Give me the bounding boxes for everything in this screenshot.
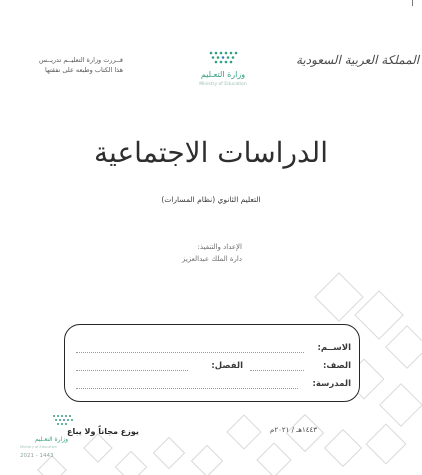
kingdom-logo: المملكة العربية السعودية (296, 53, 420, 67)
ministry-dots-icon (208, 50, 238, 64)
free-distribution-note: يوزع مجاناً ولا يباع (67, 427, 139, 436)
ministry-name-ar: وزارة التعـليم (200, 70, 246, 79)
ministry-logo (183, 50, 263, 92)
approval-line-2: هذا الكتاب وطبعه على نفقتها (44, 66, 123, 74)
school-label: المدرسة: (312, 379, 351, 389)
school-field[interactable] (76, 388, 298, 389)
ministry-name-en: Ministry of Education (199, 82, 247, 87)
class-field[interactable] (76, 370, 188, 371)
approval-line-1: قــررت وزارة التعليــم تدريــس (39, 56, 123, 64)
preparation-value: دارة الملك عبدالعزيز (182, 255, 242, 263)
footer-ministry-logo (14, 414, 84, 464)
grade-field[interactable] (250, 370, 304, 371)
preparation-label: الإعداد والتنفيذ: (197, 243, 242, 251)
class-label: الفصل: (211, 361, 243, 371)
footer-year-range: 2021 - 1443 (20, 453, 54, 459)
book-title: الدراسات الاجتماعية (94, 136, 328, 169)
footer-dots-icon (52, 414, 74, 426)
name-field[interactable] (76, 352, 304, 353)
book-subtitle: التعليم الثانوي (نظام المسارات) (161, 195, 261, 204)
page-corner-mark (412, 0, 413, 6)
footer-logo-en: Ministry of Education (20, 445, 57, 449)
name-label: الاســم: (317, 343, 351, 353)
footer-logo-ar: وزارة التعـليم (34, 436, 68, 443)
edition-date: ١٤٤٣هـ / ٢٠٢١م (270, 426, 317, 434)
grade-label: الصف: (322, 361, 351, 371)
